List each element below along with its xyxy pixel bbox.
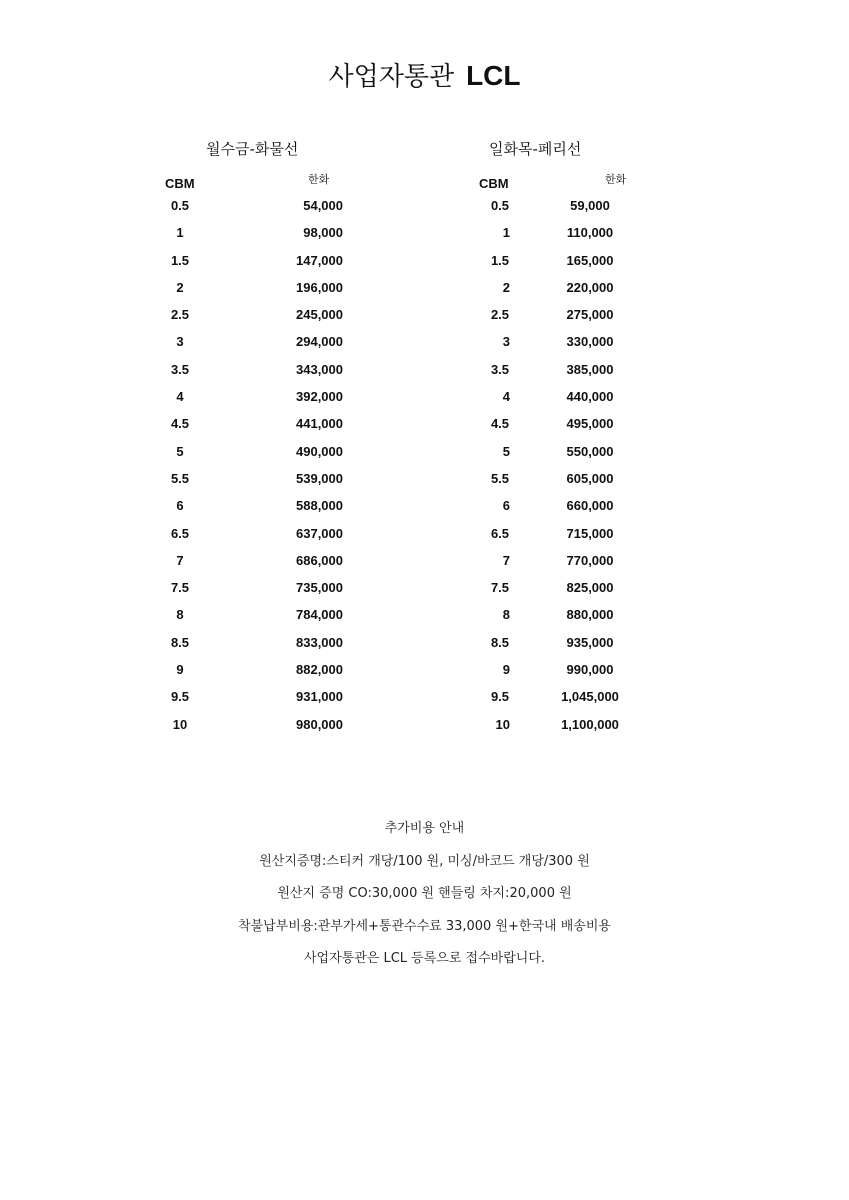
table-row [150, 471, 370, 498]
cell-cbm: 6.5 [490, 525, 510, 541]
cell-cbm: 8 [502, 607, 510, 623]
table-row [150, 553, 370, 580]
page-title-korean: 사업자통관 [328, 62, 455, 92]
cell-krw: 110,000 [566, 225, 614, 241]
cell-krw: 990,000 [566, 662, 614, 678]
notes-line: 원산지증명:스티커 개당/100 원, 미싱/바코드 개당/300 원 [259, 853, 590, 869]
cell-cbm: 4.5 [490, 416, 510, 432]
table-row [462, 635, 672, 662]
cell-krw: 825,000 [566, 580, 614, 596]
notes-line: 착불납부비용:관부가세+통관수수료 33,000 원+한국내 배송비용 [238, 918, 611, 934]
table-row [150, 280, 370, 307]
cell-cbm: 3 [176, 334, 184, 350]
cell-krw: 220,000 [566, 279, 614, 295]
cell-cbm: 5.5 [170, 470, 190, 486]
table-row [150, 607, 370, 634]
cell-cbm: 8 [176, 607, 184, 623]
cell-cbm: 8.5 [490, 634, 510, 650]
cell-cbm: 9.5 [490, 689, 510, 705]
table-row [150, 334, 370, 361]
cell-krw: 330,000 [566, 334, 614, 350]
table-row [462, 225, 672, 252]
cell-cbm: 5.5 [490, 470, 510, 486]
cell-cbm: 7.5 [170, 580, 190, 596]
table-header [462, 171, 672, 198]
table-row [150, 444, 370, 471]
header-cbm: CBM [479, 176, 509, 191]
cell-krw: 588,000 [296, 498, 343, 514]
table-row [150, 225, 370, 252]
cell-cbm: 1 [176, 225, 184, 241]
table-row [462, 444, 672, 471]
table-row [462, 689, 672, 716]
cell-krw: 165,000 [566, 252, 614, 268]
cell-cbm: 2 [176, 279, 184, 295]
cell-cbm: 5 [176, 443, 184, 459]
cell-krw: 440,000 [566, 389, 614, 405]
table-header [150, 171, 370, 198]
table-row [150, 526, 370, 553]
cell-cbm: 0.5 [490, 198, 510, 213]
cell-cbm: 10 [172, 716, 188, 732]
table-row [150, 717, 370, 744]
cell-cbm: 3 [502, 334, 510, 350]
additional-costs-notes [0, 818, 849, 981]
cell-cbm: 1.5 [170, 252, 190, 268]
table-title: 월수금-화물선 [206, 140, 299, 158]
cell-cbm: 1 [502, 225, 510, 241]
table-body [462, 198, 672, 744]
cell-krw: 1,100,000 [561, 716, 619, 732]
cell-krw: 441,000 [296, 416, 343, 432]
table-row [462, 717, 672, 744]
cell-krw: 637,000 [296, 525, 343, 541]
cell-cbm: 9 [176, 662, 184, 678]
cell-krw: 784,000 [296, 607, 343, 623]
cell-krw: 550,000 [566, 443, 614, 459]
cell-cbm: 10 [495, 716, 510, 732]
table-row [150, 198, 370, 225]
table-row [462, 362, 672, 389]
table-title: 일화목-페리선 [489, 140, 582, 158]
table-row [462, 334, 672, 361]
cell-krw: 343,000 [296, 361, 343, 377]
header-cbm: CBM [165, 176, 195, 191]
cell-cbm: 9.5 [170, 689, 190, 705]
cell-cbm: 2.5 [490, 307, 510, 323]
notes-line: 원산지 증명 CO:30,000 원 핸들링 차지:20,000 원 [277, 886, 572, 901]
table-row [462, 553, 672, 580]
rate-table-cargo-ship [150, 138, 370, 744]
cell-cbm: 0.5 [170, 198, 190, 213]
cell-krw: 735,000 [296, 580, 343, 596]
cell-krw: 931,000 [296, 689, 343, 705]
cell-krw: 294,000 [296, 334, 343, 350]
table-row [462, 607, 672, 634]
cell-krw: 1,045,000 [561, 689, 619, 705]
cell-cbm: 5 [502, 443, 510, 459]
table-row [462, 389, 672, 416]
cell-krw: 392,000 [296, 389, 343, 405]
page-title-lcl: LCL [466, 60, 521, 91]
table-row [462, 307, 672, 334]
cell-cbm: 4 [176, 389, 184, 405]
cell-krw: 660,000 [566, 498, 614, 514]
cell-krw: 495,000 [566, 416, 614, 432]
table-row [150, 307, 370, 334]
rate-table-ferry [462, 138, 672, 744]
cell-cbm: 4.5 [170, 416, 190, 432]
cell-krw: 935,000 [566, 634, 614, 650]
notes-heading: 추가비용 안내 [384, 821, 465, 836]
cell-krw: 147,000 [296, 252, 343, 268]
table-row [150, 580, 370, 607]
table-row [150, 635, 370, 662]
cell-krw: 275,000 [566, 307, 614, 323]
cell-krw: 882,000 [296, 662, 343, 678]
cell-cbm: 4 [502, 389, 510, 405]
page-title [0, 56, 849, 93]
cell-krw: 980,000 [296, 716, 343, 732]
cell-krw: 59,000 [570, 198, 610, 213]
table-row [462, 662, 672, 689]
cell-cbm: 6 [176, 498, 184, 514]
cell-cbm: 2 [502, 279, 510, 295]
table-row [462, 416, 672, 443]
table-row [462, 280, 672, 307]
header-krw: 한화 [308, 173, 330, 186]
cell-cbm: 2.5 [170, 307, 190, 323]
notes-line: 사업자통관은 LCL 등록으로 접수바랍니다. [303, 951, 546, 966]
table-row [462, 253, 672, 280]
cell-krw: 833,000 [296, 634, 343, 650]
cell-krw: 715,000 [566, 525, 614, 541]
cell-cbm: 7.5 [490, 580, 510, 596]
cell-cbm: 8.5 [170, 634, 190, 650]
cell-krw: 98,000 [303, 225, 343, 241]
table-row [150, 362, 370, 389]
table-row [462, 580, 672, 607]
table-row [462, 471, 672, 498]
cell-krw: 385,000 [566, 361, 614, 377]
cell-krw: 880,000 [566, 607, 614, 623]
table-row [462, 526, 672, 553]
cell-cbm: 6.5 [170, 525, 190, 541]
table-body [150, 198, 370, 744]
cell-krw: 196,000 [296, 279, 343, 295]
cell-cbm: 3.5 [170, 361, 190, 377]
table-row [150, 389, 370, 416]
cell-krw: 686,000 [296, 552, 343, 568]
table-row [462, 198, 672, 225]
cell-cbm: 3.5 [490, 361, 510, 377]
table-row [150, 253, 370, 280]
cell-krw: 605,000 [566, 470, 614, 486]
cell-krw: 245,000 [296, 307, 343, 323]
cell-cbm: 7 [502, 552, 510, 568]
table-row [462, 498, 672, 525]
cell-cbm: 7 [176, 552, 184, 568]
table-row [150, 689, 370, 716]
cell-krw: 770,000 [566, 552, 614, 568]
header-krw: 한화 [605, 173, 627, 186]
table-row [150, 498, 370, 525]
cell-cbm: 9 [502, 662, 510, 678]
cell-cbm: 6 [502, 498, 510, 514]
table-row [150, 416, 370, 443]
cell-krw: 539,000 [296, 470, 343, 486]
cell-krw: 490,000 [296, 443, 343, 459]
table-row [150, 662, 370, 689]
cell-krw: 54,000 [303, 198, 343, 213]
cell-cbm: 1.5 [490, 252, 510, 268]
